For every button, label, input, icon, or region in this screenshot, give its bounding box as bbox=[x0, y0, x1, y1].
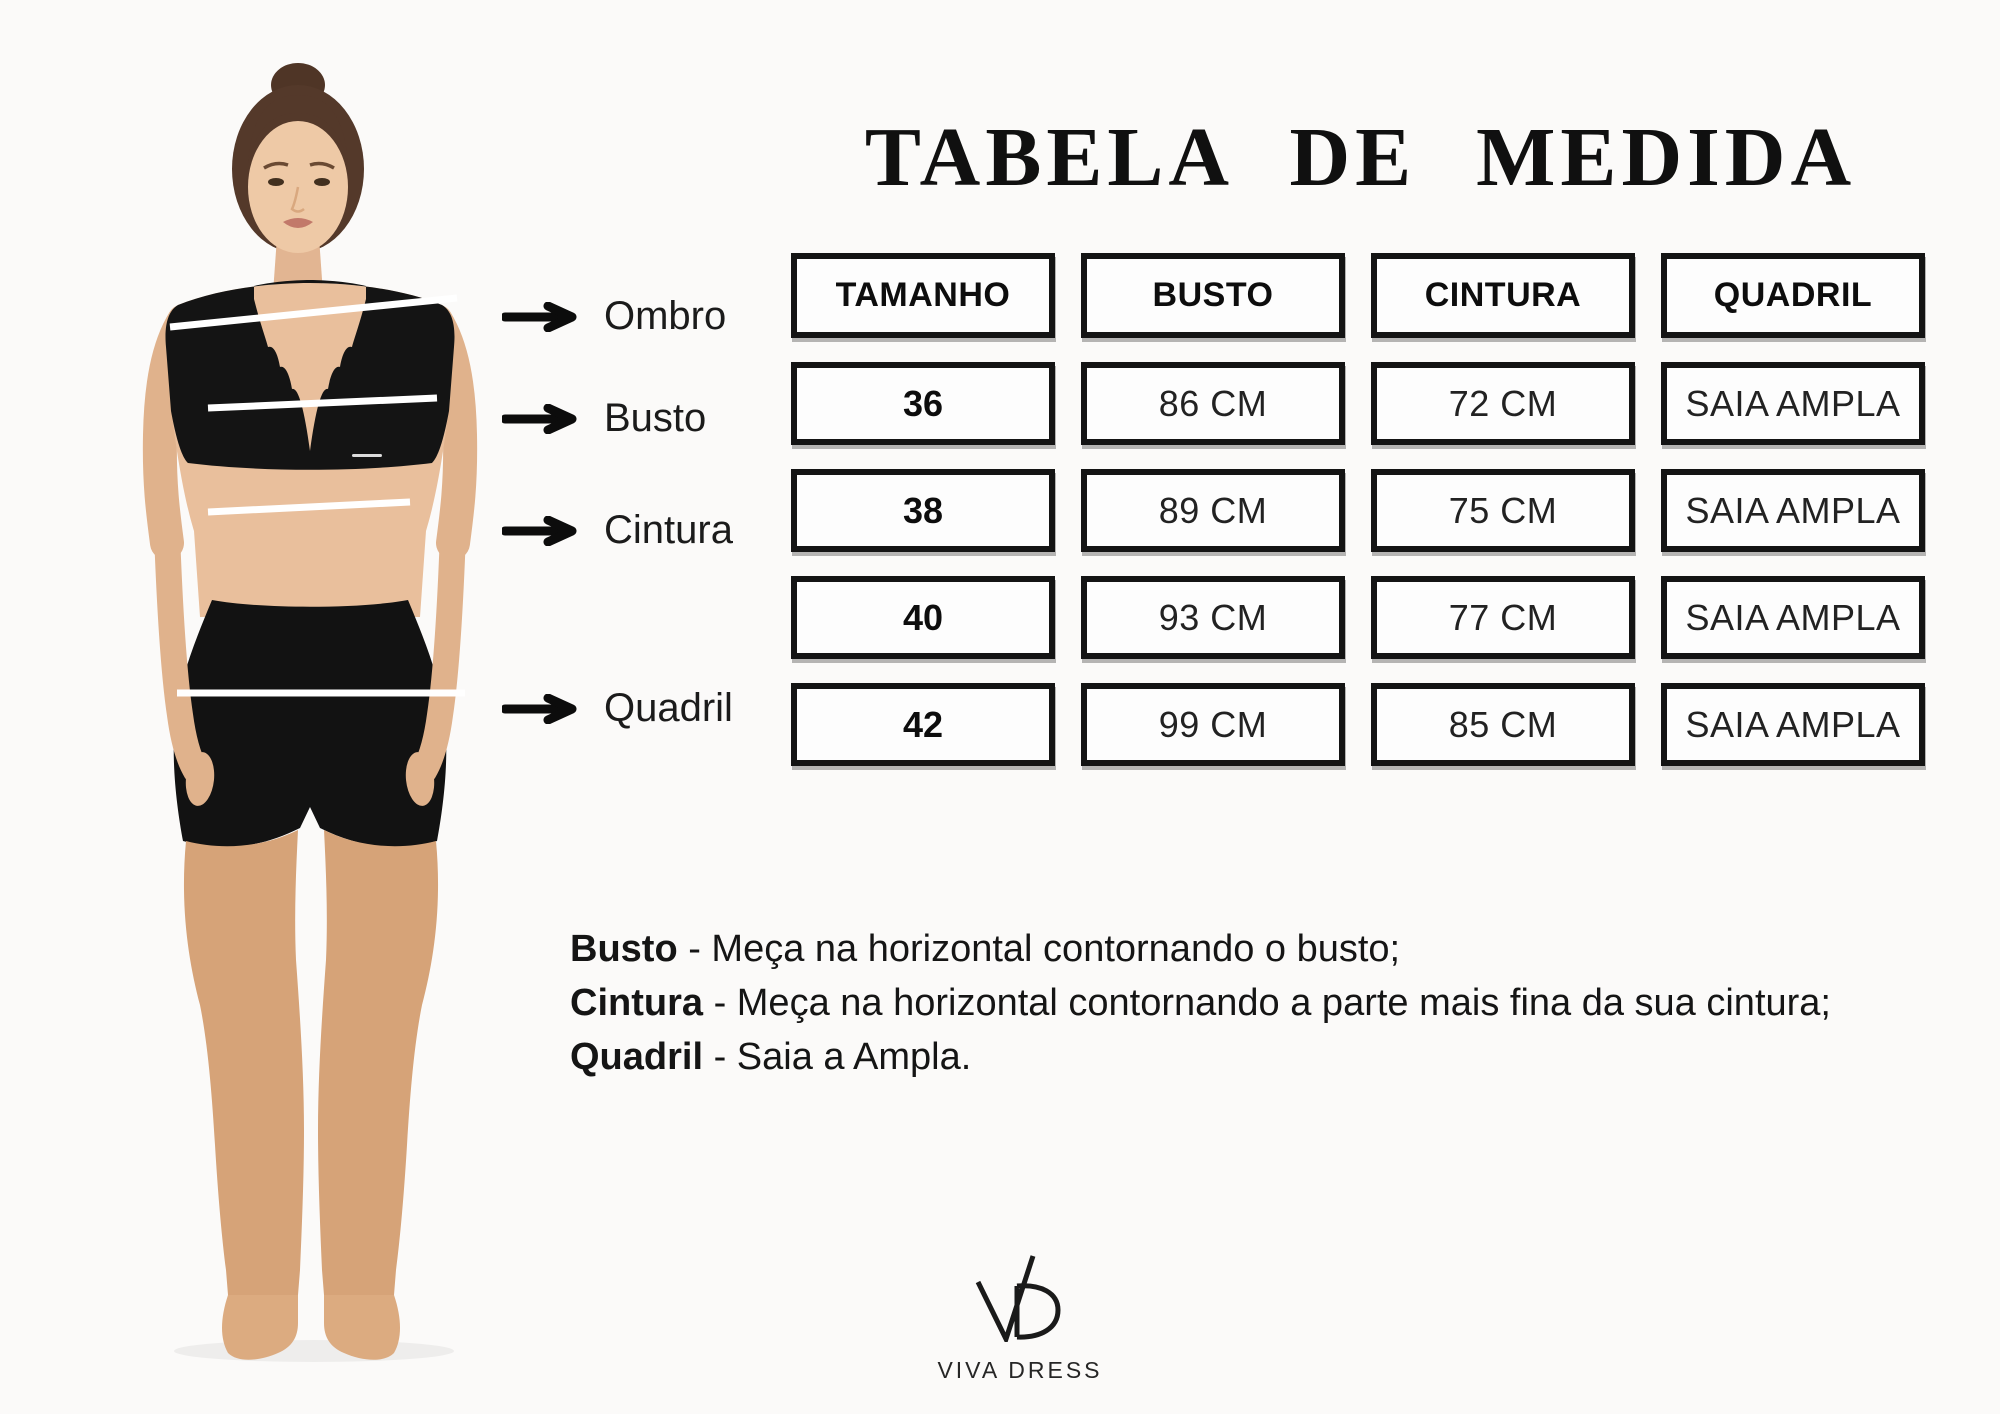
measure-label-ombro bbox=[502, 294, 726, 339]
vd-monogram-icon bbox=[961, 1248, 1079, 1342]
label-busto: Busto bbox=[604, 396, 707, 440]
right-leg bbox=[318, 830, 438, 1295]
measuring-instructions bbox=[570, 922, 1831, 1084]
label-quadril: Quadril bbox=[604, 686, 733, 730]
floor-shadow bbox=[174, 1340, 454, 1362]
table-cell-hip: SAIA AMPLA bbox=[1661, 469, 1925, 552]
label-cintura: Cintura bbox=[604, 508, 733, 552]
instruction-text: - Meça na horizontal contornando o busto; bbox=[688, 928, 1401, 970]
arrow-right-icon bbox=[502, 516, 580, 546]
table-cell-waist: 85 CM bbox=[1371, 683, 1635, 766]
arrow-right-icon bbox=[502, 694, 580, 724]
table-cell-hip: SAIA AMPLA bbox=[1661, 362, 1925, 445]
measure-label-quadril bbox=[502, 686, 733, 731]
label-ombro: Ombro bbox=[604, 294, 727, 338]
column-header-quadril: QUADRIL bbox=[1661, 253, 1925, 338]
column-header-busto: BUSTO bbox=[1081, 253, 1345, 338]
model-photo bbox=[120, 55, 480, 1375]
table-cell-waist: 72 CM bbox=[1371, 362, 1635, 445]
page-title: TABELA DE MEDIDA bbox=[864, 111, 1857, 204]
column-header-tamanho: TAMANHO bbox=[791, 253, 1055, 338]
instruction-line-quadril bbox=[570, 1030, 1831, 1084]
table-cell-size: 38 bbox=[791, 469, 1055, 552]
brand-name: VIVA DRESS bbox=[937, 1357, 1103, 1383]
column-header-cintura: CINTURA bbox=[1371, 253, 1635, 338]
table-cell-hip: SAIA AMPLA bbox=[1661, 576, 1925, 659]
instruction-term: Busto bbox=[570, 928, 678, 970]
table-cell-bust: 99 CM bbox=[1081, 683, 1345, 766]
top-brand-mark bbox=[352, 454, 382, 457]
measure-label-cintura bbox=[502, 508, 733, 553]
table-cell-bust: 89 CM bbox=[1081, 469, 1345, 552]
size-table bbox=[791, 253, 1925, 766]
instruction-term: Quadril bbox=[570, 1036, 704, 1078]
arrow-right-icon bbox=[502, 302, 580, 332]
table-cell-waist: 75 CM bbox=[1371, 469, 1635, 552]
instruction-term: Cintura bbox=[570, 982, 703, 1024]
brand-logo bbox=[912, 1248, 1128, 1384]
table-cell-size: 36 bbox=[791, 362, 1055, 445]
shorts bbox=[174, 600, 447, 847]
instruction-line-cintura bbox=[570, 976, 1831, 1030]
arrow-right-icon bbox=[502, 404, 580, 434]
measure-label-busto bbox=[502, 396, 706, 441]
table-cell-size: 42 bbox=[791, 683, 1055, 766]
left-leg bbox=[184, 830, 304, 1295]
table-cell-size: 40 bbox=[791, 576, 1055, 659]
table-cell-bust: 93 CM bbox=[1081, 576, 1345, 659]
instruction-line-busto bbox=[570, 922, 1831, 976]
table-cell-waist: 77 CM bbox=[1371, 576, 1635, 659]
right-eye bbox=[314, 178, 330, 186]
table-cell-hip: SAIA AMPLA bbox=[1661, 683, 1925, 766]
instruction-text: - Meça na horizontal contornando a parte mais fina da sua cintura; bbox=[713, 982, 1831, 1024]
instruction-text: - Saia a Ampla. bbox=[713, 1036, 972, 1078]
left-eye bbox=[268, 178, 284, 186]
table-cell-bust: 86 CM bbox=[1081, 362, 1345, 445]
